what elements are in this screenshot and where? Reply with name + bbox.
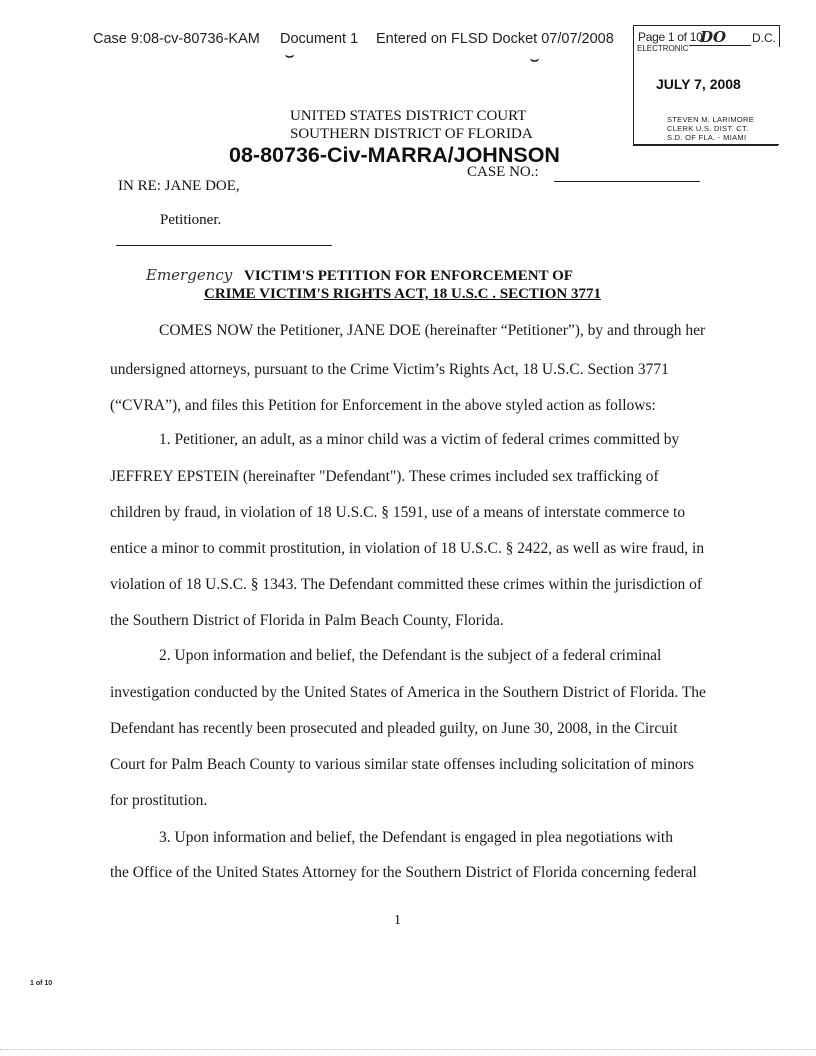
stamp-right-border bbox=[779, 25, 780, 47]
stamp-bottom-border bbox=[633, 144, 779, 145]
case-number-stamp: 08-80736-Civ-MARRA/JOHNSON bbox=[229, 143, 560, 167]
body-line: 1. Petitioner, an adult, as a minor child was a victim of federal crimes committed by bbox=[159, 431, 680, 448]
body-line: JEFFREY EPSTEIN (hereinafter "Defendant"). These crimes included sex trafficking of bbox=[110, 468, 659, 485]
document-number-header: Document 1 bbox=[280, 31, 359, 47]
page-bottom-rule bbox=[0, 1049, 816, 1050]
body-line: 2. Upon information and belief, the Defendant is the subject of a federal criminal bbox=[159, 647, 662, 664]
check-mark-icon: ⌣ bbox=[530, 52, 540, 68]
case-number-header: Case 9:08-cv-80736-KAM bbox=[93, 31, 260, 47]
case-no-label: CASE NO.: bbox=[467, 164, 539, 180]
stamp-dc-label: D.C. bbox=[752, 31, 776, 45]
stamp-initials: DO bbox=[700, 28, 727, 46]
check-mark-icon: ⌣ bbox=[285, 48, 295, 64]
case-no-blank-line bbox=[554, 181, 700, 182]
body-line: 3. Upon information and belief, the Defendant is engaged in plea negotiations with bbox=[159, 829, 673, 846]
body-line: COMES NOW the Petitioner, JANE DOE (hereinafter “Petitioner”), by and through her bbox=[159, 322, 706, 339]
entered-docket-header: Entered on FLSD Docket 07/07/2008 bbox=[376, 31, 614, 47]
court-name-line2: SOUTHERN DISTRICT OF FLORIDA bbox=[290, 126, 533, 142]
body-line: children by fraud, in violation of 18 U.S.C. § 1591, use of a means of interstate commerce to bbox=[110, 504, 686, 521]
body-line: (“CVRA”), and files this Petition for Enforcement in the above styled action as follows: bbox=[110, 397, 656, 414]
body-line: the Southern District of Florida in Palm Beach County, Florida. bbox=[110, 612, 504, 629]
body-line: entice a minor to commit prostitution, in violation of 18 U.S.C. § 2422, as well as wire fraud, in bbox=[110, 540, 705, 557]
handwritten-emergency-note: Emergency bbox=[146, 266, 233, 284]
caption-divider bbox=[116, 245, 332, 246]
body-line: undersigned attorneys, pursuant to the Crime Victim’s Rights Act, 18 U.S.C. Section 3771 bbox=[110, 361, 669, 378]
page-number: 1 bbox=[394, 913, 401, 928]
stamp-district: S.D. OF FLA. - MIAMI bbox=[667, 133, 747, 142]
stamp-date: JULY 7, 2008 bbox=[656, 76, 741, 92]
court-name-line1: UNITED STATES DISTRICT COURT bbox=[290, 108, 527, 124]
stamp-signature-line bbox=[689, 45, 751, 46]
petitioner-label: Petitioner. bbox=[160, 212, 222, 228]
body-line: violation of 18 U.S.C. § 1343. The Defendant committed these crimes within the jurisdiction of bbox=[110, 576, 703, 593]
page-count-footer: 1 of 10 bbox=[30, 980, 53, 987]
stamp-clerk-name: STEVEN M. LARIMORE bbox=[667, 115, 755, 124]
body-line: the Office of the United States Attorney for the Southern District of Florida concerning federal bbox=[110, 864, 697, 881]
body-line: Defendant has recently been prosecuted and pleaded guilty, on June 30, 2008, in the Circuit bbox=[110, 720, 678, 737]
body-line: Court for Palm Beach County to various similar state offenses including solicitation of minors bbox=[110, 756, 694, 773]
stamp-electronic-label: ELECTRONIC bbox=[637, 44, 689, 53]
petition-title-line1: VICTIM'S PETITION FOR ENFORCEMENT OF bbox=[244, 268, 573, 284]
in-re-party: IN RE: JANE DOE, bbox=[118, 178, 240, 194]
body-line: for prostitution. bbox=[110, 792, 208, 809]
page-count-header: Page 1 of 10 bbox=[638, 30, 703, 44]
body-line: investigation conducted by the United States of America in the Southern District of Florida. The bbox=[110, 684, 706, 701]
stamp-clerk-title: CLERK U.S. DIST. CT. bbox=[667, 124, 749, 133]
petition-title-line2: CRIME VICTIM'S RIGHTS ACT, 18 U.S.C . SECTION 3771 bbox=[204, 286, 602, 302]
